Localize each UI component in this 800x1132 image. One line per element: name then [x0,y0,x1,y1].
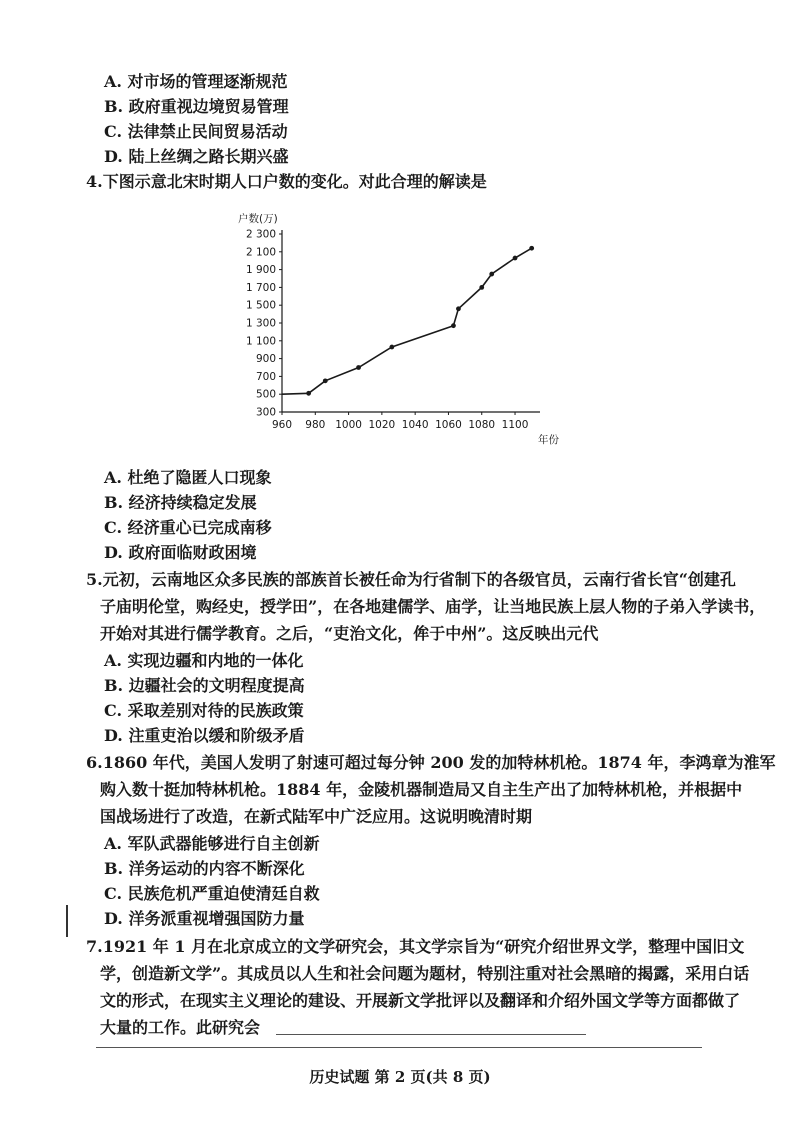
y-tick-label: 1 500 [245,299,276,312]
q6-line-1: 6.1860 年代，美国人发明了射速可超过每分钟 200 发的加特林机枪。1874 年，李鸿章为淮军 [86,753,776,772]
q6-option-d: D. 洋务派重视增强国防力量 [104,909,305,928]
y-tick-label: 900 [255,353,276,366]
household-chart [218,210,578,460]
footer-rule [96,1047,702,1048]
y-tick-label: 700 [255,370,276,383]
x-tick-label: 1040 [401,419,429,431]
q7-line-1: 7.1921 年 1 月在北京成立的文学研究会，其文学宗旨为“研究介绍世界文学，整理中国旧文 [86,937,745,956]
y-tick-label: 1 700 [245,281,276,294]
data-point [456,306,461,311]
data-point [513,256,518,261]
chart-x-ticks [272,412,528,431]
q4-option-b: B. 经济持续稳定发展 [104,493,257,512]
q3-option-b: B. 政府重视边境贸易管理 [104,97,289,116]
y-tick-label: 2 100 [245,246,276,259]
data-point [489,272,494,277]
q6-line-3: 国战场进行了改造，在新式陆军中广泛应用。这说明晚清时期 [100,807,533,826]
data-point [529,246,534,251]
y-tick-label: 300 [255,406,276,419]
y-tick-label: 500 [255,388,276,401]
data-point [479,285,484,290]
data-point [356,365,361,370]
x-tick-label: 960 [271,419,293,431]
data-point [306,391,311,396]
q5-line-1: 5.元初，云南地区众多民族的部族首长被任命为行省制下的各级官员，云南行省长官“创建孔 [86,570,736,589]
q6-line-2: 购入数十挺加特林机枪。1884 年，金陵机器制造局又自主生产出了加特林机枪，并根据中 [100,780,743,799]
x-tick-label: 980 [305,419,326,431]
x-tick-label: 1080 [468,419,496,431]
q3-option-a: A. 对市场的管理逐渐规范 [104,72,288,91]
data-point [389,345,394,350]
y-axis-label: 户数(万) [238,213,278,225]
x-tick-label: 1020 [368,419,396,431]
q5-option-c: C. 采取差别对待的民族政策 [104,701,304,720]
x-axis-label: 年份 [538,434,559,446]
q4-option-d: D. 政府面临财政困境 [104,543,257,562]
margin-mark [66,905,68,937]
q6-option-a: A. 军队武器能够进行自主创新 [104,834,320,853]
q4-option-a: A. 杜绝了隐匿人口现象 [104,468,272,487]
q5-line-2: 子庙明伦堂，购经史，授学田”，在各地建儒学、庙学，让当地民族上层人物的子弟入学读书， [100,597,766,616]
q3-option-c: C. 法律禁止民间贸易活动 [104,122,288,141]
q3-option-d: D. 陆上丝绸之路长期兴盛 [104,147,289,166]
q7-line-3: 文的形式，在现实主义理论的建设、开展新文学批评以及翻译和介绍外国文学等方面都做了 [100,991,741,1010]
x-tick-label: 1060 [435,419,462,431]
q6-option-b: B. 洋务运动的内容不断深化 [104,859,305,878]
y-tick-label: 1 300 [245,317,276,330]
q4-option-c: C. 经济重心已完成南移 [104,518,272,537]
q5-line-3: 开始对其进行儒学教育。之后，“吏治文化，侔于中州”。这反映出元代 [100,624,599,643]
data-point [323,378,328,383]
y-tick-label: 1 100 [245,335,276,348]
q4-stem: 4.下图示意北宋时期人口户数的变化。对此合理的解读是 [86,172,487,191]
y-tick-label: 2 300 [245,228,276,241]
series-line-households [282,248,532,394]
chart-y-ticks [246,229,282,419]
x-tick-label: 1000 [335,419,362,431]
y-tick-label: 1 900 [245,264,276,277]
q5-option-a: A. 实现边疆和内地的一体化 [104,651,304,670]
x-tick-label: 1100 [501,419,529,431]
q5-option-b: B. 边疆社会的文明程度提高 [104,676,305,695]
page-footer: 历史试题 第 2 页(共 8 页) [309,1068,491,1086]
q7-line-4: 大量的工作。此研究会 [100,1018,261,1037]
q6-option-c: C. 民族危机严重迫使清廷自救 [104,884,320,903]
q5-option-d: D. 注重吏治以缓和阶级矛盾 [104,726,305,745]
q7-line-2: 学，创造新文学”。其成员以人生和社会问题为题材，特别注重对社会黑暗的揭露，采用白话 [100,964,750,983]
answer-underline [276,1034,586,1035]
data-point [451,323,456,328]
